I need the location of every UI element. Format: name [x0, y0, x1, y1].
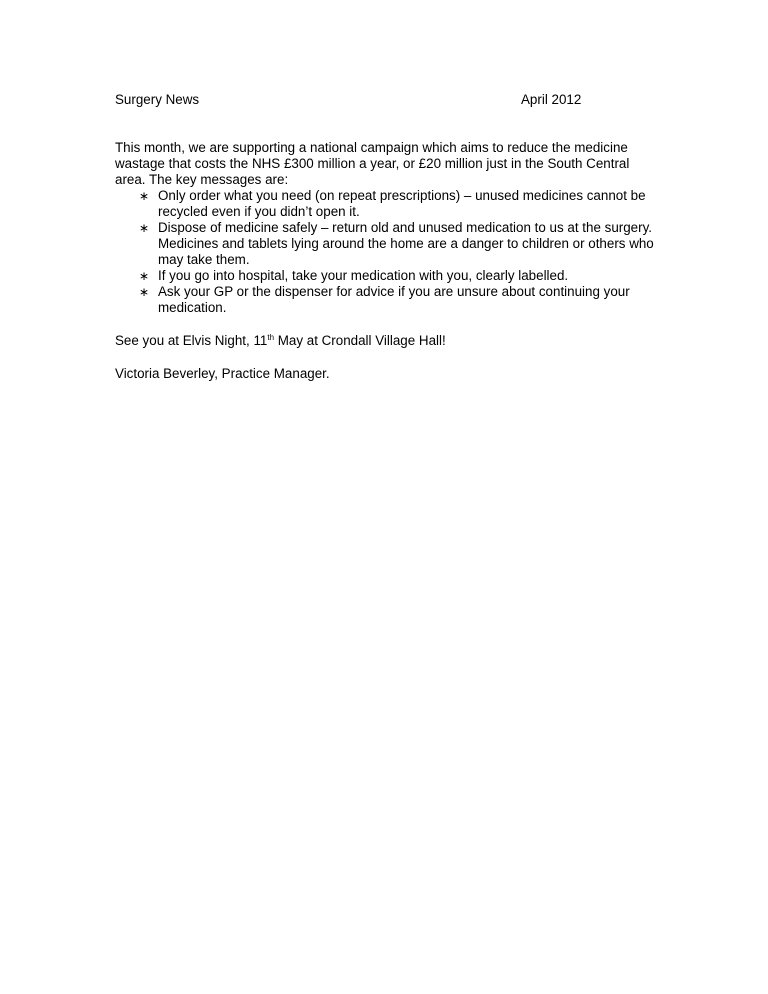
article-body [115, 140, 655, 316]
key-messages-list [115, 188, 655, 316]
list-item [115, 284, 655, 316]
document-header [115, 92, 585, 108]
list-item-text: Ask your GP or the dispenser for advice if you are unsure about continuing your medication. [158, 284, 630, 315]
bullet-asterisk-icon: ∗ [139, 221, 150, 235]
list-item [115, 220, 655, 268]
newsletter-title: Surgery News [115, 92, 200, 107]
list-item-text: Only order what you need (on repeat prescriptions) – unused medicines cannot be recycled even if you didn’t open it. [158, 188, 646, 219]
list-item-text: If you go into hospital, take your medication with you, clearly labelled. [158, 268, 569, 283]
bullet-asterisk-icon: ∗ [139, 269, 150, 283]
newsletter-date: April 2012 [521, 92, 582, 107]
bullet-asterisk-icon: ∗ [139, 285, 150, 299]
signature-line: Victoria Beverley, Practice Manager. [115, 366, 330, 381]
bullet-asterisk-icon: ∗ [139, 189, 150, 203]
list-item-text: Dispose of medicine safely – return old and unused medication to us at the surgery. Medicines and tablets lying around the home are a danger to children or others who may take them. [158, 220, 654, 267]
event-text-suffix: May at Crondall Village Hall! [274, 333, 446, 348]
event-text-prefix: See you at Elvis Night, 11 [115, 333, 268, 348]
list-item [115, 188, 655, 220]
list-item [115, 268, 655, 284]
event-date-ordinal: th [267, 333, 275, 342]
intro-paragraph: This month, we are supporting a national campaign which aims to reduce the medicine wastage that costs the NHS £300 million a year, or £20 million just in the South Central area. The key messages are: [115, 140, 630, 187]
event-announcement [115, 333, 446, 349]
